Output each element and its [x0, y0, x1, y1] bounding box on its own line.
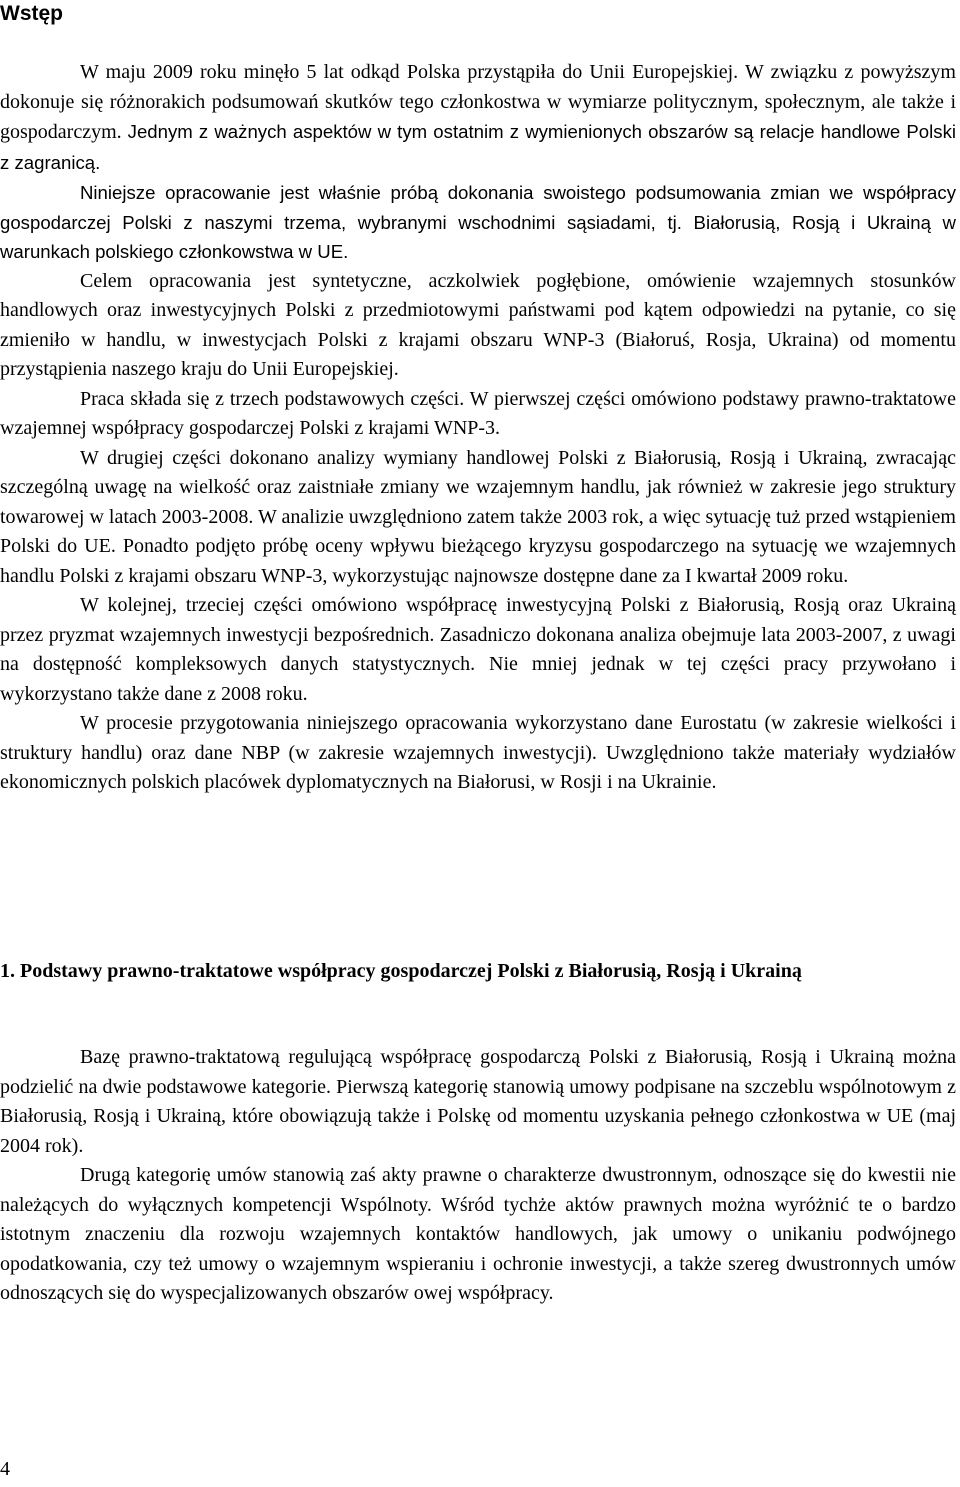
section-1-paragraph-1: Bazę prawno-traktatową regulującą współpracę gospodarczą Polski z Białorusią, Rosją i Ukrainą można podzielić na dwie podstawowe kategorie. Pierwszą kategorię stanowią umowy podpisane na szczeblu wspólnotowym z Białorusią, Rosją i Ukrainą, które obowiązują także i Polskę od momentu uzyskania pełnego członkostwa w UE (maj 2004 rok). — [0, 1046, 956, 1157]
section-1-paragraph-2: Drugą kategorię umów stanowią zaś akty prawne o charakterze dwustronnym, odnoszące się do kwestii nie należących do wyłącznych kompetencji Wspólnoty. Wśród tychże aktów prawnych można wyróżnić te o bardzo istotnym znaczeniu dla rozwoju wzajemnych kontaktów handlowych, jak umowy o unikaniu podwójnego opodatkowania, czy też umowy o wzajemnym wspieraniu i ochronie inwestycji, a także szereg dwustronnych umów odnoszących się do wyspecjalizowanych obszarów owej współpracy. — [0, 1164, 956, 1304]
intro-paragraph-3: Celem opracowania jest syntetyczne, aczkolwiek pogłębione, omówienie wzajemnych stosunków handlowych oraz inwestycyjnych Polski z przedmiotowymi państwami pod kątem odpowiedzi na pytanie, co się zmieniło w handlu, w inwestycjach Polski z krajami obszaru WNP-3 (Białoruś, Rosja, Ukraina) od momentu przystąpienia naszego kraju do Unii Europejskiej. — [0, 269, 956, 380]
intro-paragraph-1-serif: W maju 2009 roku minęło 5 lat odkąd Polska przystąpiła do Unii Europejskiej. W związku z powyższym dokonuje się różnorakich podsumowań skutków tego członkostwa w wymiarze politycznym, społecznym, ale także i gospodarczym. — [0, 61, 956, 143]
intro-body — [0, 58, 956, 798]
intro-paragraph-2: Niniejsze opracowanie jest właśnie próbą dokonania swoistego podsumowania zmian we współpracy gospodarczej Polski z naszymi trzema, wybranymi wschodnimi sąsiadami, tj. Białorusią, Rosją i Ukrainą w warunkach polskiego członkowstwa w UE. — [0, 182, 956, 262]
intro-paragraph-4: Praca składa się z trzech podstawowych części. W pierwszej części omówiono podstawy prawno-traktatowe wzajemnej współpracy gospodarczej Polski z krajami WNP-3. — [0, 387, 956, 439]
intro-paragraph-1-sans: Jednym z ważnych aspektów w tym ostatnim z wymienionych obszarów są relacje handlowe Polski z zagranicą. — [0, 121, 956, 173]
intro-paragraph-6: W kolejnej, trzeciej części omówiono współpracę inwestycyjną Polski z Białorusią, Rosją oraz Ukrainą przez pryzmat wzajemnych inwestycji bezpośrednich. Zasadniczo dokonana analiza obejmuje lata 2003-2007, z uwagi na dostępność kompleksowych danych statystycznych. Nie mniej jednak w tej części pracy przywołano i wykorzystano także dane z 2008 roku. — [0, 594, 956, 705]
intro-paragraph-5: W drugiej części dokonano analizy wymiany handlowej Polski z Białorusią, Rosją i Ukrainą, zwracając szczególną uwagę na wielkość oraz zaistniałe zmiany we wzajemnym handlu, jak również w zakresie jego struktury towarowej w latach 2003-2008. W analizie uwzględniono zatem także 2003 rok, a więc sytuację tuż przed wstąpieniem Polski do UE. Ponadto podjęto próbę oceny wpływu bieżącego kryzysu gospodarczego na sytuację we wzajemnych handlu Polski z krajami obszaru WNP-3, wykorzystując najnowsze dostępne dane za I kwartał 2009 roku. — [0, 446, 956, 587]
intro-heading: Wstęp — [0, 2, 63, 25]
intro-paragraph-7: W procesie przygotowania niniejszego opracowania wykorzystano dane Eurostatu (w zakresie wielkości i struktury handlu) oraz dane NBP (w zakresie wzajemnych inwestycji). Uwzględniono także materiały wydziałów ekonomicznych polskich placówek dyplomatycznych na Białorusi, w Rosji i na Ukrainie. — [0, 712, 956, 793]
section-1-body — [0, 1043, 956, 1309]
intro-paragraph-1 — [0, 58, 956, 178]
page-number: 4 — [0, 1458, 10, 1480]
section-1-heading: 1. Podstawy prawno-traktatowe współpracy gospodarczej Polski z Białorusią, Rosją i Ukrainą — [0, 960, 802, 982]
